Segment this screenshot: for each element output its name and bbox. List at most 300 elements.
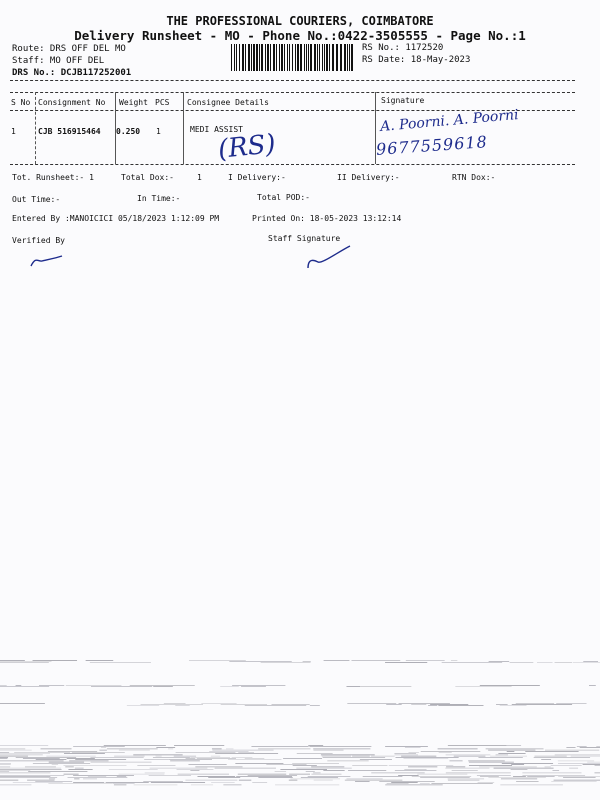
header-sno: S No	[11, 98, 31, 107]
header-signature: Signature	[381, 96, 425, 105]
barcode-bar	[344, 44, 346, 71]
noise-streak	[431, 783, 492, 784]
noise-streak	[395, 770, 437, 771]
noise-streak	[545, 750, 599, 751]
noise-streak	[232, 757, 253, 758]
noise-streak	[445, 768, 489, 769]
noise-streak	[589, 685, 596, 686]
noise-streak	[569, 768, 578, 769]
noise-streak	[502, 763, 553, 764]
noise-streak	[421, 751, 481, 752]
noise-streak	[107, 749, 158, 750]
noise-streak	[49, 762, 84, 763]
header-consignment: Consignment No	[38, 98, 106, 107]
noise-streak	[109, 769, 158, 770]
noise-streak	[363, 776, 403, 777]
barcode-bar	[304, 44, 305, 71]
noise-streak	[478, 757, 522, 758]
noise-streak	[371, 773, 424, 774]
barcode-bar	[310, 44, 312, 71]
noise-streak	[451, 660, 457, 661]
noise-streak	[156, 756, 162, 757]
noise-streak	[215, 768, 276, 769]
noise-streak	[223, 785, 241, 786]
noise-streak	[83, 779, 97, 780]
noise-streak	[0, 785, 31, 786]
noise-streak	[595, 765, 600, 766]
noise-streak	[164, 703, 186, 704]
noise-streak	[507, 751, 515, 752]
noise-streak	[558, 763, 600, 764]
noise-streak	[188, 764, 226, 765]
noise-streak	[0, 662, 49, 663]
noise-streak	[311, 774, 341, 775]
noise-streak	[428, 705, 437, 706]
printed-on: Printed On: 18-05-2023 13:12:14	[252, 214, 402, 223]
noise-streak	[280, 769, 327, 770]
noise-streak	[212, 750, 273, 751]
noise-streak	[143, 781, 183, 782]
staff-signature-mark	[304, 242, 356, 272]
column-divider	[35, 92, 36, 164]
noise-streak	[438, 705, 483, 706]
noise-streak	[583, 661, 598, 662]
noise-streak	[301, 777, 338, 778]
entered-by: Entered By :MANOICICI 05/18/2023 1:12:09 PM	[12, 214, 220, 223]
noise-streak	[314, 780, 333, 781]
noise-streak	[208, 777, 240, 778]
noise-streak	[448, 745, 507, 746]
noise-streak	[197, 758, 236, 759]
noise-streak	[119, 774, 165, 775]
barcode-bar	[276, 44, 277, 71]
noise-streak	[420, 783, 430, 784]
noise-streak	[0, 768, 61, 769]
barcode-bar	[267, 44, 269, 71]
noise-streak	[430, 704, 468, 705]
barcode-bar	[306, 44, 307, 71]
noise-streak	[395, 757, 458, 758]
noise-streak	[176, 769, 213, 770]
noise-streak	[39, 685, 64, 686]
noise-streak	[478, 782, 495, 783]
noise-streak	[27, 780, 54, 781]
noise-streak	[91, 686, 152, 687]
noise-streak	[303, 661, 311, 662]
noise-streak	[555, 755, 600, 756]
drs-number: DRS No.: DCJB117252001	[12, 68, 132, 78]
noise-streak	[537, 662, 553, 663]
noise-streak	[127, 705, 159, 706]
noise-streak	[371, 756, 395, 757]
barcode-bar	[239, 44, 240, 71]
noise-streak	[0, 764, 11, 765]
barcode-bar	[281, 44, 283, 71]
noise-streak	[141, 704, 203, 705]
barcode-bar	[259, 44, 260, 71]
noise-streak	[211, 756, 220, 757]
noise-streak	[439, 752, 452, 753]
noise-streak	[229, 661, 291, 662]
barcode-bar	[300, 44, 302, 71]
noise-streak	[479, 767, 537, 768]
noise-streak	[289, 780, 298, 781]
noise-streak	[488, 777, 545, 778]
barcode-bar	[295, 44, 296, 71]
noise-streak	[394, 753, 416, 754]
company-title: THE PROFESSIONAL COURIERS, COIMBATORE	[166, 14, 434, 28]
row-consignee: MEDI ASSIST	[190, 125, 243, 134]
noise-streak	[245, 758, 265, 759]
noise-streak	[16, 685, 22, 686]
staff-label: Staff: MO OFF DEL	[12, 56, 105, 66]
noise-streak	[215, 753, 278, 754]
noise-streak	[355, 781, 370, 782]
noise-streak	[0, 755, 43, 756]
noise-streak	[226, 749, 233, 750]
noise-streak	[348, 770, 386, 771]
noise-streak	[403, 758, 448, 759]
noise-streak	[327, 761, 368, 762]
noise-streak	[580, 747, 600, 748]
noise-streak	[156, 747, 175, 748]
noise-streak	[75, 759, 126, 760]
noise-streak	[289, 774, 310, 775]
noise-streak	[283, 758, 322, 759]
noise-streak	[0, 757, 8, 758]
noise-streak	[114, 756, 144, 757]
barcode-bar	[234, 44, 235, 71]
row-sno: 1	[11, 127, 16, 136]
barcode-bar	[265, 44, 266, 71]
rtn-dox: RTN Dox:-	[452, 173, 496, 182]
noise-streak	[235, 763, 283, 764]
noise-streak	[275, 785, 339, 786]
noise-streak	[168, 749, 173, 750]
noise-streak	[486, 749, 544, 750]
noise-streak	[513, 776, 526, 777]
noise-streak	[500, 785, 563, 786]
noise-streak	[442, 662, 502, 663]
barcode-bar	[236, 44, 237, 71]
noise-streak	[119, 750, 150, 751]
noise-streak	[0, 770, 30, 771]
out-time: Out Time:-	[12, 195, 61, 204]
noise-streak	[310, 705, 320, 706]
noise-streak	[64, 753, 105, 754]
noise-streak	[408, 767, 437, 768]
staff-signature-label: Staff Signature	[268, 234, 341, 243]
handwritten-phone: 9677559618	[375, 132, 489, 159]
noise-streak	[178, 774, 229, 775]
noise-streak	[0, 686, 49, 687]
noise-streak	[558, 776, 600, 777]
barcode-bar	[308, 44, 309, 71]
barcode-bar	[231, 44, 232, 71]
noise-streak	[117, 776, 126, 777]
noise-streak	[241, 686, 266, 687]
noise-streak	[0, 703, 45, 704]
noise-streak	[360, 759, 392, 760]
noise-streak	[272, 704, 310, 705]
noise-streak	[323, 770, 344, 771]
noise-streak	[130, 685, 195, 686]
noise-streak	[448, 780, 479, 781]
noise-streak	[261, 662, 311, 663]
noise-streak	[498, 753, 525, 754]
noise-streak	[291, 779, 341, 780]
noise-streak	[398, 775, 419, 776]
barcode-bar	[322, 44, 323, 71]
noise-streak	[346, 779, 382, 780]
noise-streak	[258, 749, 310, 750]
noise-streak	[174, 756, 196, 757]
noise-streak	[68, 769, 92, 770]
noise-streak	[406, 660, 445, 661]
noise-streak	[153, 757, 190, 758]
total-dox-value: 1	[197, 173, 202, 182]
noise-streak	[232, 685, 285, 686]
noise-streak	[0, 660, 25, 661]
noise-streak	[90, 662, 151, 663]
noise-streak	[313, 773, 320, 774]
noise-streak	[0, 756, 28, 757]
noise-streak	[104, 745, 166, 746]
noise-streak	[91, 762, 152, 763]
noise-streak	[352, 765, 387, 766]
noise-streak	[534, 756, 566, 757]
noise-streak	[477, 775, 511, 776]
noise-streak	[577, 746, 587, 747]
noise-streak	[449, 761, 462, 762]
noise-streak	[552, 770, 559, 771]
noise-streak	[438, 749, 478, 750]
noise-streak	[297, 753, 333, 754]
noise-streak	[252, 782, 267, 783]
noise-streak	[323, 757, 385, 758]
barcode-bar	[270, 44, 271, 71]
total-pod: Total POD:-	[257, 193, 310, 202]
noise-streak	[516, 703, 554, 704]
noise-streak	[228, 759, 281, 760]
noise-streak	[0, 777, 57, 778]
noise-streak	[151, 782, 205, 783]
noise-streak	[510, 662, 534, 663]
verifier-mark	[28, 250, 68, 270]
noise-streak	[488, 750, 535, 751]
noise-streak	[309, 746, 371, 747]
noise-streak	[345, 780, 403, 781]
barcode-bar	[329, 44, 330, 71]
total-runsheet: Tot. Runsheet:- 1	[12, 173, 94, 182]
noise-streak	[133, 755, 182, 756]
noise-streak	[494, 768, 554, 769]
noise-streak	[14, 752, 70, 753]
noise-streak	[0, 753, 50, 754]
noise-streak	[411, 704, 426, 705]
noise-streak	[293, 765, 317, 766]
barcode-bar	[242, 44, 244, 71]
noise-streak	[175, 705, 189, 706]
noise-streak	[238, 774, 286, 775]
noise-streak	[0, 771, 9, 772]
barcode-bar	[336, 44, 338, 71]
noise-streak	[352, 756, 370, 757]
noise-streak	[73, 775, 134, 776]
noise-streak	[534, 757, 590, 758]
noise-streak	[185, 780, 237, 781]
noise-streak	[587, 762, 600, 763]
noise-streak	[446, 755, 491, 756]
noise-streak	[541, 759, 551, 760]
row-weight: 0.250	[116, 127, 141, 136]
noise-streak	[385, 662, 427, 663]
noise-streak	[186, 758, 196, 759]
noise-streak	[190, 757, 230, 758]
divider	[10, 80, 575, 81]
noise-streak	[0, 752, 9, 753]
noise-streak	[387, 783, 409, 784]
barcode-bar	[273, 44, 275, 71]
noise-streak	[545, 767, 551, 768]
barcode-bar	[324, 44, 325, 71]
row-pcs: 1	[156, 127, 161, 136]
noise-streak	[0, 661, 51, 662]
noise-streak	[0, 745, 48, 746]
noise-streak	[245, 705, 306, 706]
header-consignee: Consignee Details	[187, 98, 269, 107]
noise-streak	[311, 767, 344, 768]
noise-streak	[554, 780, 600, 781]
noise-streak	[88, 776, 106, 777]
noise-streak	[153, 686, 173, 687]
noise-streak	[49, 779, 55, 780]
noise-streak	[0, 761, 64, 762]
noise-streak	[308, 745, 323, 746]
noise-streak	[25, 767, 56, 768]
noise-streak	[501, 779, 537, 780]
barcode-bar	[347, 44, 348, 71]
scan-noise	[0, 655, 600, 800]
divider	[10, 164, 575, 165]
barcode-bar	[245, 44, 246, 71]
noise-streak	[106, 782, 149, 783]
noise-streak	[496, 704, 508, 705]
noise-streak	[527, 776, 554, 777]
barcode-bar	[349, 44, 350, 71]
barcode-bar	[319, 44, 320, 71]
noise-streak	[556, 703, 586, 704]
noise-streak	[469, 762, 514, 763]
noise-streak	[201, 703, 236, 704]
noise-streak	[0, 780, 18, 781]
noise-streak	[239, 780, 251, 781]
noise-streak	[420, 777, 470, 778]
noise-streak	[0, 763, 11, 764]
noise-streak	[512, 704, 572, 705]
noise-streak	[72, 752, 125, 753]
noise-streak	[516, 781, 538, 782]
noise-streak	[90, 757, 143, 758]
noise-streak	[573, 662, 600, 663]
noise-streak	[63, 765, 126, 766]
noise-streak	[144, 759, 169, 760]
noise-streak	[0, 769, 62, 770]
noise-streak	[346, 686, 360, 687]
barcode-bar	[287, 44, 288, 71]
noise-streak	[195, 767, 242, 768]
noise-streak	[404, 769, 426, 770]
noise-streak	[134, 785, 178, 786]
noise-streak	[113, 783, 135, 784]
barcode-bar	[256, 44, 258, 71]
noise-streak	[48, 751, 97, 752]
noise-streak	[385, 785, 442, 786]
noise-streak	[73, 782, 104, 783]
noise-streak	[0, 767, 10, 768]
noise-streak	[275, 771, 286, 772]
noise-streak	[448, 779, 484, 780]
noise-streak	[145, 773, 165, 774]
header-pcs: PCS	[155, 98, 170, 107]
noise-streak	[417, 774, 467, 775]
handwritten-signature: A. Poorni. A. Poorni	[379, 106, 520, 136]
noise-streak	[190, 770, 199, 771]
total-dox-label: Total Dox:-	[121, 173, 174, 182]
noise-streak	[0, 775, 64, 776]
noise-streak	[149, 775, 191, 776]
noise-streak	[209, 751, 248, 752]
barcode	[230, 44, 356, 71]
noise-streak	[313, 750, 343, 751]
barcode-bar	[317, 44, 318, 71]
noise-streak	[0, 685, 7, 686]
noise-streak	[86, 660, 114, 661]
noise-streak	[258, 777, 292, 778]
noise-streak	[174, 745, 224, 746]
noise-streak	[596, 746, 600, 747]
noise-streak	[28, 771, 87, 772]
noise-streak	[220, 686, 239, 687]
noise-streak	[401, 756, 436, 757]
noise-streak	[522, 775, 585, 776]
runsheet-subtitle: Delivery Runsheet - MO - Phone No.:0422-3505555 - Page No.:1	[74, 28, 526, 43]
noise-streak	[395, 755, 418, 756]
noise-streak	[101, 747, 106, 748]
rs-date: RS Date: 18-May-2023	[362, 55, 471, 65]
noise-streak	[555, 662, 573, 663]
noise-streak	[33, 660, 77, 661]
noise-streak	[469, 765, 512, 766]
noise-streak	[251, 746, 308, 747]
noise-streak	[16, 757, 76, 758]
noise-streak	[571, 756, 600, 757]
noise-streak	[322, 756, 351, 757]
noise-streak	[446, 767, 465, 768]
noise-streak	[0, 776, 50, 777]
barcode-bar	[297, 44, 299, 71]
noise-streak	[379, 781, 434, 782]
noise-streak	[13, 782, 63, 783]
noise-streak	[351, 660, 400, 661]
noise-streak	[0, 773, 50, 774]
barcode-bar	[251, 44, 252, 71]
noise-streak	[455, 686, 511, 687]
barcode-bar	[326, 44, 328, 71]
noise-streak	[33, 763, 90, 764]
rs-number: RS No.: 1172520	[362, 43, 444, 53]
noise-streak	[490, 756, 527, 757]
